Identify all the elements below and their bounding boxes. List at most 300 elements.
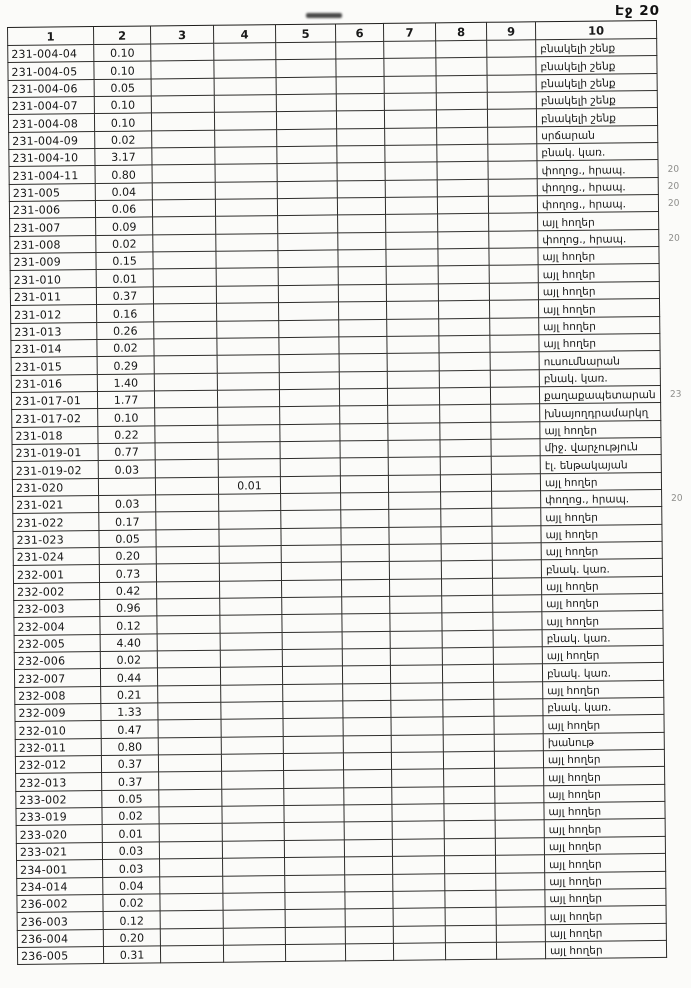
empty-cell-6 (342, 545, 390, 563)
area-value-cell: 0.17 (99, 513, 156, 531)
empty-cell-9 (491, 352, 540, 370)
empty-cell-3 (160, 824, 223, 842)
margin-note: 23 (669, 389, 682, 401)
empty-cell-6 (344, 753, 392, 771)
margin-note (661, 437, 691, 455)
parcel-code-cell: 231-004-06 (8, 80, 95, 98)
area-value-cell: 0.02 (95, 131, 152, 149)
area-value-cell: 0.26 (97, 322, 154, 340)
area-value-cell: 0.06 (96, 201, 153, 219)
empty-cell-5 (282, 615, 342, 633)
empty-cell-3 (160, 859, 223, 877)
parcel-code-cell: 231-024 (13, 548, 100, 566)
parcel-code-cell: 231-019-02 (12, 461, 99, 479)
parcel-code-cell: 231-005 (9, 184, 96, 202)
empty-cell-8 (440, 353, 491, 371)
value-cell-4 (219, 511, 281, 529)
area-value-cell: 0.77 (99, 443, 156, 461)
margin-note (659, 247, 691, 265)
land-use-cell: բնակ. կառ. (542, 559, 663, 578)
empty-cell-6 (339, 302, 387, 320)
area-value-cell: 4.40 (101, 634, 158, 652)
area-value-cell: 0.12 (104, 912, 161, 930)
empty-cell-6 (343, 632, 391, 650)
empty-cell-7 (392, 735, 444, 753)
column-header: 6 (336, 23, 384, 43)
value-cell-4 (223, 893, 285, 911)
area-value-cell: 1.33 (101, 703, 158, 721)
parcel-code-cell: 231-012 (10, 305, 97, 323)
parcel-code-cell: 231-007 (9, 218, 96, 236)
empty-cell-5 (281, 459, 341, 477)
empty-cell-9 (495, 769, 544, 787)
parcel-code-cell: 232-005 (14, 635, 101, 653)
empty-cell-8 (438, 232, 489, 250)
area-value-cell: 0.37 (97, 287, 154, 305)
empty-cell-3 (152, 113, 215, 131)
parcel-code-cell: 232-004 (13, 617, 100, 635)
empty-cell-8 (444, 804, 495, 822)
empty-cell-8 (441, 474, 492, 492)
empty-cell-6 (346, 926, 394, 944)
empty-cell-7 (390, 579, 442, 597)
empty-cell-3 (153, 217, 216, 235)
empty-cell-5 (280, 355, 340, 373)
land-use-cell: բնակ. կառ. (537, 143, 658, 162)
margin-note (660, 299, 691, 317)
empty-cell-7 (392, 752, 444, 770)
parcel-code-cell: 232-003 (13, 600, 100, 618)
land-use-cell: այլ հողեր (545, 837, 666, 856)
empty-cell-6 (337, 94, 385, 112)
empty-cell-5 (279, 303, 339, 321)
empty-cell-8 (443, 630, 494, 648)
area-value-cell: 0.05 (95, 79, 152, 97)
empty-cell-5 (282, 597, 342, 615)
empty-cell-6 (336, 42, 384, 60)
parcel-code-cell: 236-004 (17, 930, 104, 948)
empty-cell-3 (154, 269, 217, 287)
area-value-cell: 0.04 (103, 877, 160, 895)
parcel-code-cell: 231-015 (11, 357, 98, 375)
empty-cell-8 (440, 422, 491, 440)
empty-cell-3 (158, 668, 221, 686)
land-use-cell: այլ հողեր (543, 646, 664, 665)
land-use-cell: խանութ (544, 733, 665, 752)
empty-cell-5 (284, 719, 344, 737)
parcel-code-cell: 232-006 (14, 652, 101, 670)
empty-cell-7 (384, 41, 436, 59)
land-use-cell: խնայողդրամարկղ (540, 403, 661, 422)
value-cell-4 (216, 217, 278, 235)
parcel-code-cell: 231-004-07 (8, 97, 95, 115)
empty-cell-7 (385, 93, 437, 111)
empty-cell-9 (492, 457, 541, 475)
empty-cell-6 (341, 458, 389, 476)
empty-cell-6 (344, 805, 392, 823)
column-header: 4 (214, 24, 276, 44)
empty-cell-7 (385, 163, 437, 181)
area-value-cell: 0.10 (98, 409, 155, 427)
empty-cell-6 (337, 111, 385, 129)
empty-cell-9 (493, 595, 542, 613)
empty-cell-6 (338, 233, 386, 251)
value-cell-4 (222, 806, 284, 824)
empty-cell-6 (341, 475, 389, 493)
empty-cell-5 (284, 753, 344, 771)
empty-cell-6 (339, 337, 387, 355)
margin-note: 20 (671, 493, 683, 505)
empty-cell-8 (437, 162, 488, 180)
margin-note (665, 750, 691, 768)
area-value-cell: 0.20 (104, 929, 161, 947)
empty-cell-3 (153, 183, 216, 201)
area-value-cell: 0.03 (99, 461, 156, 479)
empty-cell-7 (392, 718, 444, 736)
value-cell-4 (222, 737, 284, 755)
value-cell-4: 0.01 (219, 477, 281, 495)
value-cell-4 (220, 546, 282, 564)
empty-cell-5 (280, 372, 340, 390)
land-use-cell: այլ հողեր (539, 299, 660, 318)
empty-cell-5 (277, 112, 337, 130)
area-value-cell: 0.03 (103, 842, 160, 860)
empty-cell-8 (445, 891, 496, 909)
empty-cell-9 (488, 144, 537, 162)
value-cell-4 (221, 650, 283, 668)
empty-cell-6 (341, 493, 389, 511)
land-use-cell: փողոց., հրապ. (538, 230, 659, 249)
empty-cell-3 (154, 339, 217, 357)
empty-cell-5 (282, 563, 342, 581)
parcel-code-cell: 232-012 (15, 756, 102, 774)
area-value-cell: 0.02 (102, 808, 159, 826)
margin-note (662, 472, 691, 490)
margin-note (666, 888, 691, 906)
empty-cell-9 (491, 422, 540, 440)
area-value-cell: 0.80 (96, 166, 153, 184)
empty-cell-3 (156, 512, 219, 530)
area-value-cell: 0.80 (102, 738, 159, 756)
empty-cell-5 (281, 476, 341, 494)
empty-cell-8 (439, 301, 490, 319)
empty-cell-3 (154, 287, 217, 305)
parcel-code-cell: 231-013 (10, 323, 97, 341)
empty-cell-3 (157, 599, 220, 617)
empty-cell-5 (278, 233, 338, 251)
margin-note (662, 524, 691, 542)
margin-note (663, 576, 691, 594)
empty-cell-7 (387, 301, 439, 319)
value-cell-4 (218, 355, 280, 373)
value-cell-4 (217, 321, 279, 339)
land-use-cell: այլ հողեր (545, 819, 666, 838)
empty-cell-6 (340, 389, 388, 407)
value-cell-4 (218, 425, 280, 443)
value-cell-4 (219, 529, 281, 547)
empty-cell-3 (151, 61, 214, 79)
empty-cell-7 (389, 458, 441, 476)
land-use-cell: բնակ. կառ. (540, 368, 661, 387)
area-value-cell: 0.47 (102, 721, 159, 739)
empty-cell-9 (488, 127, 537, 145)
margin-note (660, 333, 691, 351)
land-use-cell: այլ հողեր (546, 941, 667, 960)
empty-cell-8 (443, 648, 494, 666)
empty-cell-8 (444, 735, 495, 753)
land-use-cell: այլ հողեր (545, 889, 666, 908)
value-cell-4 (215, 95, 277, 113)
empty-cell-7 (389, 492, 441, 510)
area-value-cell: 0.05 (102, 790, 159, 808)
margin-note (657, 39, 690, 57)
empty-cell-9 (496, 890, 545, 908)
empty-cell-8 (441, 492, 492, 510)
parcel-code-cell: 236-005 (17, 947, 104, 965)
empty-cell-6 (343, 649, 391, 667)
area-value-cell: 0.10 (95, 114, 152, 132)
value-cell-4 (215, 78, 277, 96)
land-use-cell: միջ. վարչություն (540, 438, 661, 457)
empty-cell-7 (389, 475, 441, 493)
empty-cell-7 (389, 527, 441, 545)
parcel-code-cell: 233-019 (15, 808, 102, 826)
empty-cell-7 (393, 856, 445, 874)
empty-cell-5 (279, 268, 339, 286)
empty-cell-8 (442, 544, 493, 562)
value-cell-4 (223, 824, 285, 842)
empty-cell-6 (343, 666, 391, 684)
empty-cell-3 (159, 772, 222, 790)
margin-note (666, 836, 691, 854)
empty-cell-7 (392, 770, 444, 788)
empty-cell-5 (284, 788, 344, 806)
margin-note (664, 715, 691, 733)
empty-cell-9 (496, 855, 545, 873)
area-value-cell: 0.96 (100, 599, 157, 617)
empty-cell-9 (494, 717, 543, 735)
empty-cell-8 (438, 197, 489, 215)
land-use-cell: այլ հողեր (543, 681, 664, 700)
empty-cell-3 (155, 408, 218, 426)
empty-cell-7 (385, 111, 437, 129)
empty-cell-9 (495, 751, 544, 769)
empty-cell-7 (388, 388, 440, 406)
land-use-cell: այլ հողեր (546, 923, 667, 942)
empty-cell-3 (155, 356, 218, 374)
land-use-cell: այլ հողեր (544, 785, 665, 804)
margin-note: 20 (667, 181, 680, 192)
empty-cell-3 (152, 78, 215, 96)
empty-cell-6 (338, 198, 386, 216)
empty-cell-5 (286, 910, 346, 928)
margin-note (664, 680, 691, 698)
empty-cell-8 (437, 93, 488, 111)
margin-note (657, 56, 690, 74)
column-header: 10 (536, 20, 657, 40)
empty-cell-3 (161, 928, 224, 946)
empty-cell-6 (344, 770, 392, 788)
area-value-cell: 0.16 (97, 305, 154, 323)
land-use-cell: այլ հողեր (538, 212, 659, 231)
area-value-cell: 0.01 (97, 270, 154, 288)
ink-smudge-artifact (306, 13, 342, 18)
area-value-cell: 0.10 (94, 62, 151, 80)
empty-cell-9 (492, 509, 541, 527)
empty-cell-3 (158, 651, 221, 669)
empty-cell-9 (494, 665, 543, 683)
empty-cell-8 (442, 613, 493, 631)
value-cell-4 (221, 667, 283, 685)
column-header: 5 (276, 23, 336, 43)
parcel-code-cell: 232-008 (14, 687, 101, 705)
parcel-code-cell: 231-004-08 (8, 114, 95, 132)
empty-cell-7 (394, 908, 446, 926)
land-use-cell: փողոց., հրապ. (538, 195, 659, 214)
empty-cell-8 (439, 318, 490, 336)
empty-cell-3 (159, 737, 222, 755)
parcel-code-cell: 236-002 (16, 895, 103, 913)
empty-cell-9 (489, 231, 538, 249)
parcel-code-cell: 231-017-01 (11, 392, 98, 410)
parcel-code-cell: 231-014 (10, 340, 97, 358)
empty-cell-5 (285, 875, 345, 893)
value-cell-4 (216, 199, 278, 217)
parcel-code-cell: 231-004-05 (7, 62, 94, 80)
empty-cell-5 (280, 424, 340, 442)
empty-cell-9 (488, 92, 537, 110)
parcel-code-cell: 231-019-01 (12, 444, 99, 462)
empty-cell-5 (284, 771, 344, 789)
land-use-cell: այլ հողեր (546, 906, 667, 925)
empty-cell-6 (342, 562, 390, 580)
value-cell-4 (216, 164, 278, 182)
empty-cell-5 (286, 927, 346, 945)
empty-cell-8 (443, 665, 494, 683)
land-use-cell: այլ հողեր (541, 525, 662, 544)
value-cell-4 (220, 598, 282, 616)
margin-note (665, 802, 691, 820)
land-use-cell: քաղաքապետարան (540, 386, 661, 405)
value-cell-4 (218, 373, 280, 391)
margin-note (658, 108, 691, 126)
area-value-cell: 0.37 (102, 773, 159, 791)
value-cell-4 (224, 945, 286, 963)
value-cell-4 (214, 60, 276, 78)
empty-cell-8 (442, 578, 493, 596)
margin-note (659, 212, 691, 230)
empty-cell-3 (154, 304, 217, 322)
empty-cell-9 (492, 491, 541, 509)
area-value-cell: 1.40 (98, 374, 155, 392)
empty-cell-7 (393, 839, 445, 857)
value-cell-4 (214, 43, 276, 61)
land-use-cell: բնակելի շենք (537, 74, 658, 93)
empty-cell-9 (495, 803, 544, 821)
parcel-code-cell: 231-004-09 (8, 132, 95, 150)
empty-cell-8 (439, 266, 490, 284)
parcel-code-cell: 234-014 (16, 878, 103, 896)
empty-cell-7 (391, 666, 443, 684)
area-value-cell: 0.31 (104, 946, 161, 964)
empty-cell-8 (446, 925, 497, 943)
empty-cell-6 (345, 840, 393, 858)
empty-cell-8 (437, 128, 488, 146)
empty-cell-3 (157, 616, 220, 634)
land-use-cell: բնակելի շենք (536, 56, 657, 75)
empty-cell-6 (342, 580, 390, 598)
column-header: 3 (151, 25, 214, 45)
parcel-code-cell: 232-010 (15, 721, 102, 739)
value-cell-4 (220, 563, 282, 581)
page-number-label: Էջ 20 (614, 3, 660, 19)
land-use-cell: այլ հողեր (539, 334, 660, 353)
margin-note (667, 923, 691, 941)
value-cell-4 (222, 754, 284, 772)
empty-cell-7 (390, 544, 442, 562)
empty-cell-5 (278, 251, 338, 269)
land-use-cell: բնակելի շենք (536, 39, 657, 58)
empty-cell-8 (443, 700, 494, 718)
parcel-code-cell: 231-008 (9, 236, 96, 254)
area-value-cell (99, 478, 156, 496)
empty-cell-7 (391, 683, 443, 701)
empty-cell-8 (437, 75, 488, 93)
land-use-cell: փողոց., հրապ. (538, 178, 659, 197)
land-use-cell: բնակելի շենք (537, 91, 658, 110)
empty-cell-9 (489, 179, 538, 197)
margin-note (663, 594, 691, 612)
land-use-cell: այլ հողեր (539, 264, 660, 283)
empty-cell-6 (345, 857, 393, 875)
parcel-code-cell: 232-009 (14, 704, 101, 722)
value-cell-4 (217, 286, 279, 304)
parcel-code-cell: 231-023 (12, 531, 99, 549)
value-cell-4 (220, 615, 282, 633)
empty-cell-8 (440, 388, 491, 406)
parcel-code-cell: 231-018 (11, 427, 98, 445)
value-cell-4 (216, 251, 278, 269)
empty-cell-9 (494, 630, 543, 648)
empty-cell-5 (277, 94, 337, 112)
parcel-code-cell: 231-006 (9, 201, 96, 219)
parcel-code-cell: 233-021 (16, 843, 103, 861)
empty-cell-3 (160, 894, 223, 912)
empty-cell-9 (491, 370, 540, 388)
area-value-cell: 0.10 (94, 44, 151, 62)
empty-cell-5 (281, 493, 341, 511)
empty-cell-5 (285, 892, 345, 910)
empty-cell-7 (385, 76, 437, 94)
margin-note (664, 698, 691, 716)
area-value-cell: 0.73 (100, 565, 157, 583)
empty-cell-7 (388, 423, 440, 441)
empty-cell-3 (157, 581, 220, 599)
land-use-cell: այլ հողեր (545, 871, 666, 890)
empty-cell-9 (490, 318, 539, 336)
empty-cell-7 (390, 562, 442, 580)
area-value-cell: 3.17 (95, 148, 152, 166)
land-use-cell: այլ հողեր (542, 577, 663, 596)
empty-cell-5 (285, 858, 345, 876)
margin-note: 20 (667, 199, 680, 210)
value-cell-4 (223, 876, 285, 894)
land-use-cell: այլ հողեր (544, 767, 665, 786)
value-cell-4 (217, 303, 279, 321)
empty-cell-5 (277, 129, 337, 147)
value-cell-4 (216, 234, 278, 252)
margin-note (666, 854, 691, 872)
